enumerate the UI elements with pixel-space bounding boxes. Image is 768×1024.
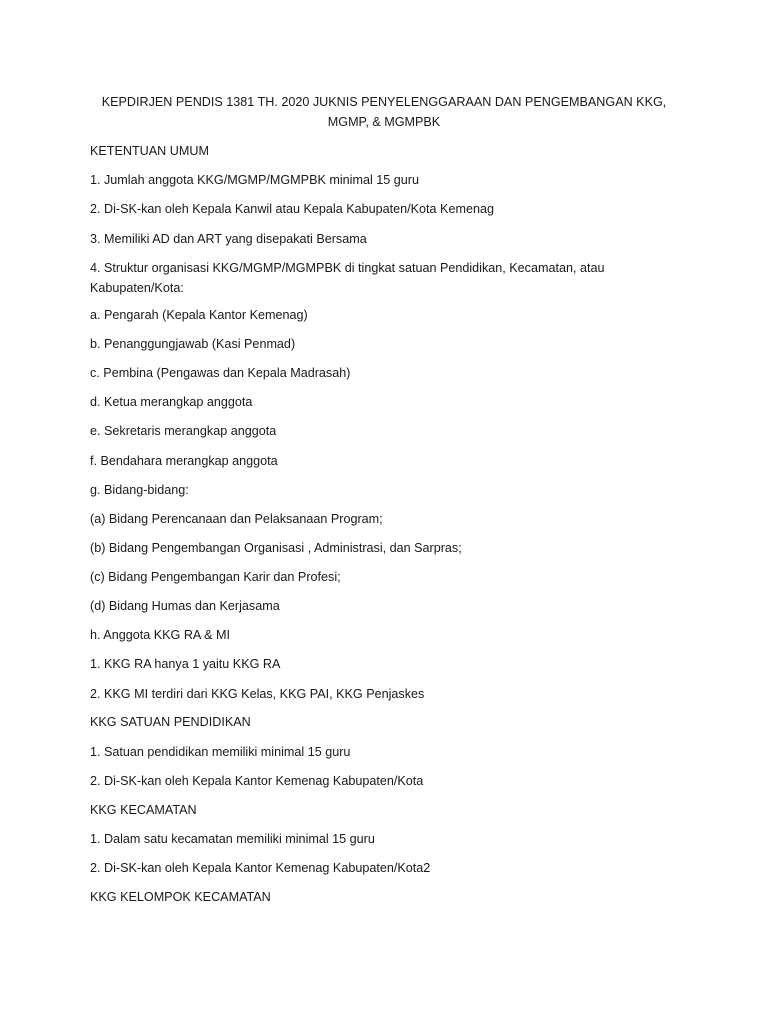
text-line: b. Penanggungjawab (Kasi Penmad) xyxy=(90,337,296,351)
text-line: c. Pembina (Pengawas dan Kepala Madrasah) xyxy=(90,366,351,380)
section-heading-kkg-kecamatan: KKG KECAMATAN xyxy=(90,803,197,817)
section-heading-kkg-kelompok-kecamatan: KKG KELOMPOK KECAMATAN xyxy=(90,890,271,904)
document-title: KEPDIRJEN PENDIS 1381 TH. 2020 JUKNIS PENYELENGGARAAN DAN PENGEMBANGAN KKG, MGMP, & MGMPBK xyxy=(101,95,667,129)
section-heading-ketentuan-umum: KETENTUAN UMUM xyxy=(90,144,209,158)
text-line: 1. Jumlah anggota KKG/MGMP/MGMPBK minimal 15 guru xyxy=(90,173,419,187)
text-line: 1. KKG RA hanya 1 yaitu KKG RA xyxy=(90,657,281,671)
text-line: (a) Bidang Perencanaan dan Pelaksanaan Program; xyxy=(90,512,383,526)
text-line: 1. Satuan pendidikan memiliki minimal 15 guru xyxy=(90,745,351,759)
text-line: e. Sekretaris merangkap anggota xyxy=(90,424,277,438)
section-heading-kkg-satuan-pendidikan: KKG SATUAN PENDIDIKAN xyxy=(90,715,251,729)
text-line: d. Ketua merangkap anggota xyxy=(90,395,253,409)
text-line: g. Bidang-bidang: xyxy=(90,483,189,497)
text-line: (d) Bidang Humas dan Kerjasama xyxy=(90,599,280,613)
text-line: f. Bendahara merangkap anggota xyxy=(90,454,278,468)
text-line: 2. Di-SK-kan oleh Kepala Kantor Kemenag Kabupaten/Kota2 xyxy=(90,861,431,875)
text-line: (c) Bidang Pengembangan Karir dan Profesi; xyxy=(90,570,341,584)
text-line: a. Pengarah (Kepala Kantor Kemenag) xyxy=(90,308,308,322)
text-line: 2. KKG MI terdiri dari KKG Kelas, KKG PAI, KKG Penjaskes xyxy=(90,687,425,701)
text-line: 4. Struktur organisasi KKG/MGMP/MGMPBK di tingkat satuan Pendidikan, Kecamatan, atau Kabupaten/Kota: xyxy=(90,261,605,295)
text-line: 2. Di-SK-kan oleh Kepala Kantor Kemenag Kabupaten/Kota xyxy=(90,774,424,788)
text-line: (b) Bidang Pengembangan Organisasi , Administrasi, dan Sarpras; xyxy=(90,541,462,555)
text-line: 1. Dalam satu kecamatan memiliki minimal 15 guru xyxy=(90,832,375,846)
text-line: 2. Di-SK-kan oleh Kepala Kanwil atau Kepala Kabupaten/Kota Kemenag xyxy=(90,202,494,216)
text-line: 3. Memiliki AD dan ART yang disepakati Bersama xyxy=(90,232,367,246)
text-line: h. Anggota KKG RA & MI xyxy=(90,628,231,642)
